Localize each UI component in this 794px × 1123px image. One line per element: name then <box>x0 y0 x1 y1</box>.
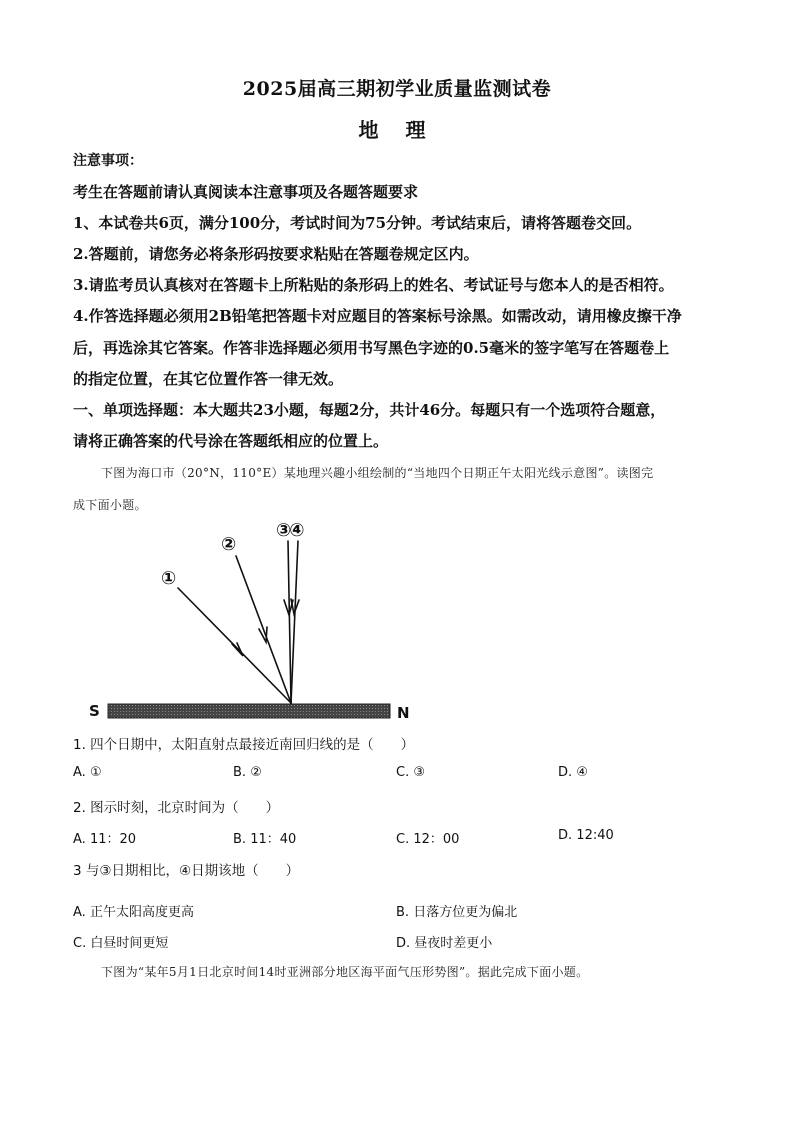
notes-line: 3.请监考员认真核对在答题卡上所粘贴的条形码上的姓名、考试证号与您本人的是否相符。 <box>73 276 674 294</box>
option-text: 白昼时间更短 <box>90 936 169 951</box>
notes-line: 2.答题前，请您务必将条形码按要求粘贴在答题卷规定区内。 <box>73 245 479 263</box>
ray-34-label: ③④ <box>276 520 303 541</box>
ray-1-label: ① <box>161 568 177 589</box>
ray-2 <box>236 556 291 703</box>
ray-1-arrow <box>232 643 243 656</box>
option-c[interactable] <box>396 765 425 780</box>
question-stem: 3 与③日期相比，④日期该地（ ） <box>73 863 300 879</box>
option-letter: A. <box>73 832 86 847</box>
ground-surface <box>108 704 390 718</box>
option-letter: D. <box>396 936 411 951</box>
option-text: ① <box>89 765 102 780</box>
option-text: ③ <box>413 765 426 780</box>
notes-line: 后，再选涂其它答案。作答非选择题必须用书写黑色字迹的0.5毫米的签字笔写在答题卷上 <box>73 339 670 357</box>
ray-1 <box>178 588 291 703</box>
option-text: ④ <box>576 765 588 780</box>
option-text: 日落方位更为偏北 <box>413 905 518 920</box>
notes-line: 考生在答题前请认真阅读本注意事项及各题答题要求 <box>73 183 419 201</box>
option-b[interactable] <box>233 828 296 847</box>
option-text: ② <box>250 765 262 780</box>
north-label: N <box>397 704 410 722</box>
question-stem: 2. 图示时刻，北京时间为（ ） <box>73 800 280 816</box>
option-a[interactable] <box>73 828 136 847</box>
option-text: 12：00 <box>413 832 460 847</box>
question-stem: 1. 四个日期中，太阳直射点最接近南回归线的是（ ） <box>73 737 415 753</box>
option-d[interactable] <box>396 932 492 951</box>
option-letter: C. <box>73 936 87 951</box>
option-c[interactable] <box>396 828 459 847</box>
exam-title: 2025届高三期初学业质量监测试卷 <box>242 78 552 100</box>
figure-intro: 下图为海口市（20°N，110°E）某地理兴趣小组绘制的“当地四个日期正午太阳光线示意图”。读图完 <box>101 466 654 480</box>
option-letter: B. <box>233 765 247 780</box>
option-text: 11：20 <box>89 832 137 847</box>
option-a[interactable] <box>73 765 102 780</box>
ray-3 <box>288 541 291 703</box>
option-letter: B. <box>396 905 410 920</box>
option-letter: D. <box>558 765 573 780</box>
option-letter: B. <box>233 832 247 847</box>
option-text: 正午太阳高度更高 <box>89 905 194 920</box>
option-letter: C. <box>396 765 410 780</box>
option-letter: D. <box>558 828 573 843</box>
notes-heading: 注意事项： <box>73 153 143 169</box>
option-text: 昼夜时差更小 <box>414 936 493 951</box>
notes-line: 的指定位置，在其它位置作答一律无效。 <box>73 370 344 388</box>
figure-intro: 成下面小题。 <box>73 498 147 512</box>
option-b[interactable] <box>233 765 262 780</box>
option-a[interactable] <box>73 901 194 920</box>
option-d[interactable] <box>558 765 588 780</box>
option-letter: C. <box>396 832 410 847</box>
ray-4 <box>291 541 298 703</box>
ray-2-label: ② <box>221 534 237 555</box>
south-label: S <box>89 702 100 720</box>
option-c[interactable] <box>73 932 168 951</box>
notes-line: 4.作答选择题必须用2B铅笔把答题卡对应题目的答案标号涂黑。如需改动，请用橡皮擦干净 <box>73 307 682 325</box>
option-d[interactable] <box>558 828 614 843</box>
option-letter: A. <box>73 905 86 920</box>
option-text: 11：40 <box>250 832 297 847</box>
section-heading: 请将正确答案的代号涂在答题纸相应的位置上。 <box>73 432 389 450</box>
map-intro: 下图为“某年5月1日北京时间14时亚洲部分地区海平面气压形势图”。据此完成下面小题。 <box>101 965 589 979</box>
subject-title: 地 理 <box>358 118 436 142</box>
option-letter: A. <box>73 765 86 780</box>
option-text: 12:40 <box>576 828 614 843</box>
notes-line: 1、本试卷共6页，满分100分，考试时间为75分钟。考试结束后，请将答题卷交回。 <box>73 214 642 232</box>
option-b[interactable] <box>396 901 517 920</box>
section-heading: 一、单项选择题：本大题共23小题，每题2分，共计46分。每题只有一个选项符合题意， <box>73 401 666 419</box>
